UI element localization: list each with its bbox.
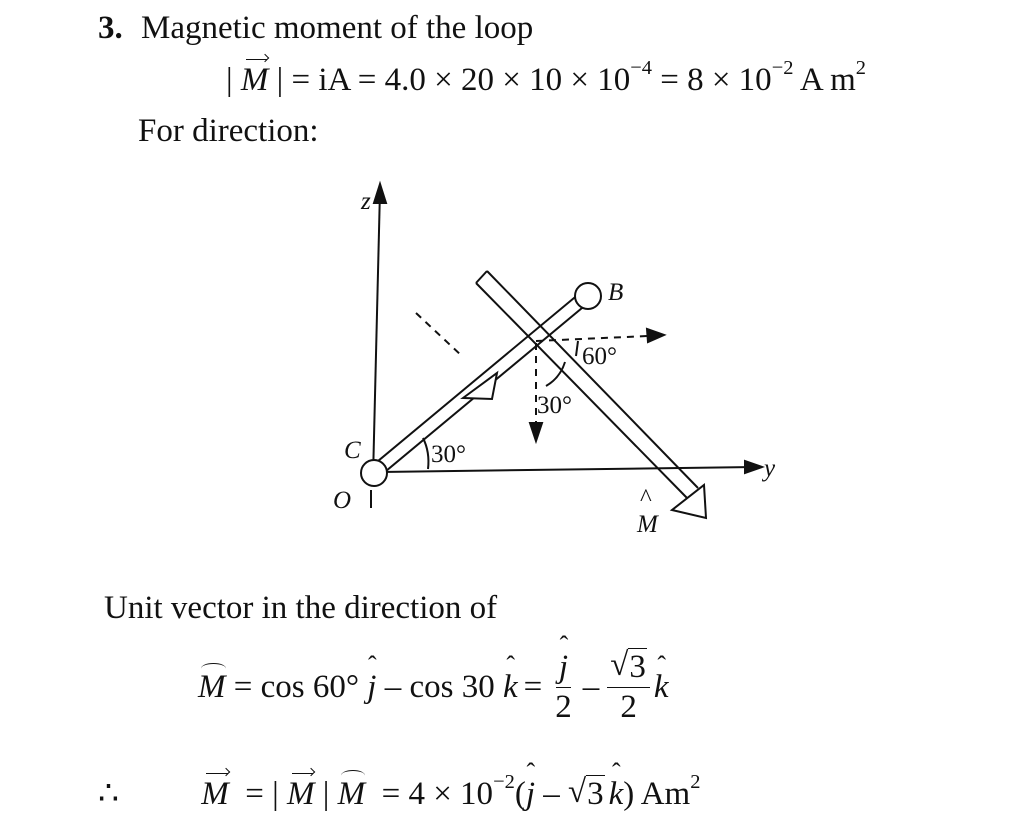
y-axis-arrowhead <box>745 461 762 473</box>
point-C-circle <box>361 460 387 486</box>
angle-label-30-bottom: 30° <box>431 441 466 468</box>
result-abs-close: | <box>314 776 338 812</box>
moment-vector-abs: M <box>286 776 315 812</box>
normal-arrowhead <box>672 485 706 518</box>
normal-edge-1 <box>476 283 688 499</box>
magnitude-exp1: −4 <box>630 57 652 80</box>
z-axis <box>373 190 380 478</box>
magnitude-rhs: = iA = 4.0 × 20 × 10 × 10 <box>291 62 631 98</box>
abs-bar-right: | <box>268 62 284 98</box>
magnitude-units: A m <box>793 62 856 98</box>
result-abs: = | <box>237 776 287 812</box>
result-units-exp: 2 <box>690 771 701 794</box>
label-z: z <box>361 188 371 215</box>
k-hat-1: ˆ k <box>503 669 518 706</box>
unit-vector-result: M <box>337 776 366 812</box>
dashed-extension <box>416 313 463 357</box>
result-paren-open: ( <box>514 776 526 812</box>
magnitude-units-exp: 2 <box>855 57 867 80</box>
moment-vector-result: M <box>201 776 229 812</box>
fraction-sqrt3-over-2 <box>607 647 650 725</box>
j-hat-1: ˆ j <box>367 669 376 706</box>
unit-vector-symbol: M <box>198 668 226 705</box>
result-exp: −2 <box>493 771 515 794</box>
unit-vector-equation <box>198 647 669 725</box>
angle-mark-60 <box>576 341 578 356</box>
k-hat-result: ˆ k <box>609 776 624 813</box>
fraction-j-over-2 <box>552 650 575 724</box>
unit-eq-mid: = cos 60° <box>225 668 368 705</box>
k-hat-2: ˆ k <box>654 669 669 706</box>
moment-vector-symbol: M <box>240 62 269 98</box>
z-axis-arrowhead <box>374 184 386 203</box>
j-hat-2: ˆ j <box>559 650 568 685</box>
frac1-den: 2 <box>555 688 572 725</box>
result-minus: – <box>534 776 568 812</box>
angle-arc-30-bottom <box>423 438 428 469</box>
unit-vector-heading: Unit vector in the direction of <box>104 590 498 626</box>
j-hat-result: ˆ j <box>526 776 535 813</box>
unit-minus: – <box>582 668 600 705</box>
abs-bar-left: | <box>226 62 241 98</box>
normal-tail <box>476 271 487 283</box>
label-y: y <box>764 455 776 482</box>
angle-label-30-mid: 30° <box>537 392 572 419</box>
sqrt-3-a: √ 3 <box>610 647 646 685</box>
label-C: C <box>344 437 361 464</box>
point-B-circle <box>575 283 601 309</box>
angle-label-60: 60° <box>582 343 617 370</box>
result-units: Am <box>634 776 691 812</box>
loop-side-edge-1 <box>372 293 580 466</box>
hat-over-M: ^ <box>640 485 652 512</box>
frac2-den: 2 <box>620 688 637 725</box>
magnitude-exp2: −2 <box>771 57 794 80</box>
result-paren-close: ) <box>623 776 635 812</box>
magnitude-mid: = 8 × 10 <box>651 62 772 98</box>
problem-heading: Magnetic moment of the loop <box>141 10 534 46</box>
therefore-symbol: ∴ <box>98 776 119 812</box>
result-eq: = 4 × 10 <box>373 776 494 812</box>
label-O: O <box>333 487 352 514</box>
sqrt-3-b: √ 3 <box>567 774 604 812</box>
unit-eq-mid2: – cos 30 <box>376 668 503 705</box>
label-B: B <box>608 279 624 306</box>
equals-sign: = <box>523 668 543 705</box>
label-M-hat: M <box>637 511 658 538</box>
for-direction-label: For direction: <box>138 113 319 149</box>
problem-number: 3. <box>98 10 123 46</box>
result-equation <box>98 773 700 813</box>
dashed-horizontal-arrowhead <box>647 329 664 342</box>
angle-arc-30-mid <box>546 362 565 386</box>
dashed-vertical-arrowhead <box>530 423 542 441</box>
